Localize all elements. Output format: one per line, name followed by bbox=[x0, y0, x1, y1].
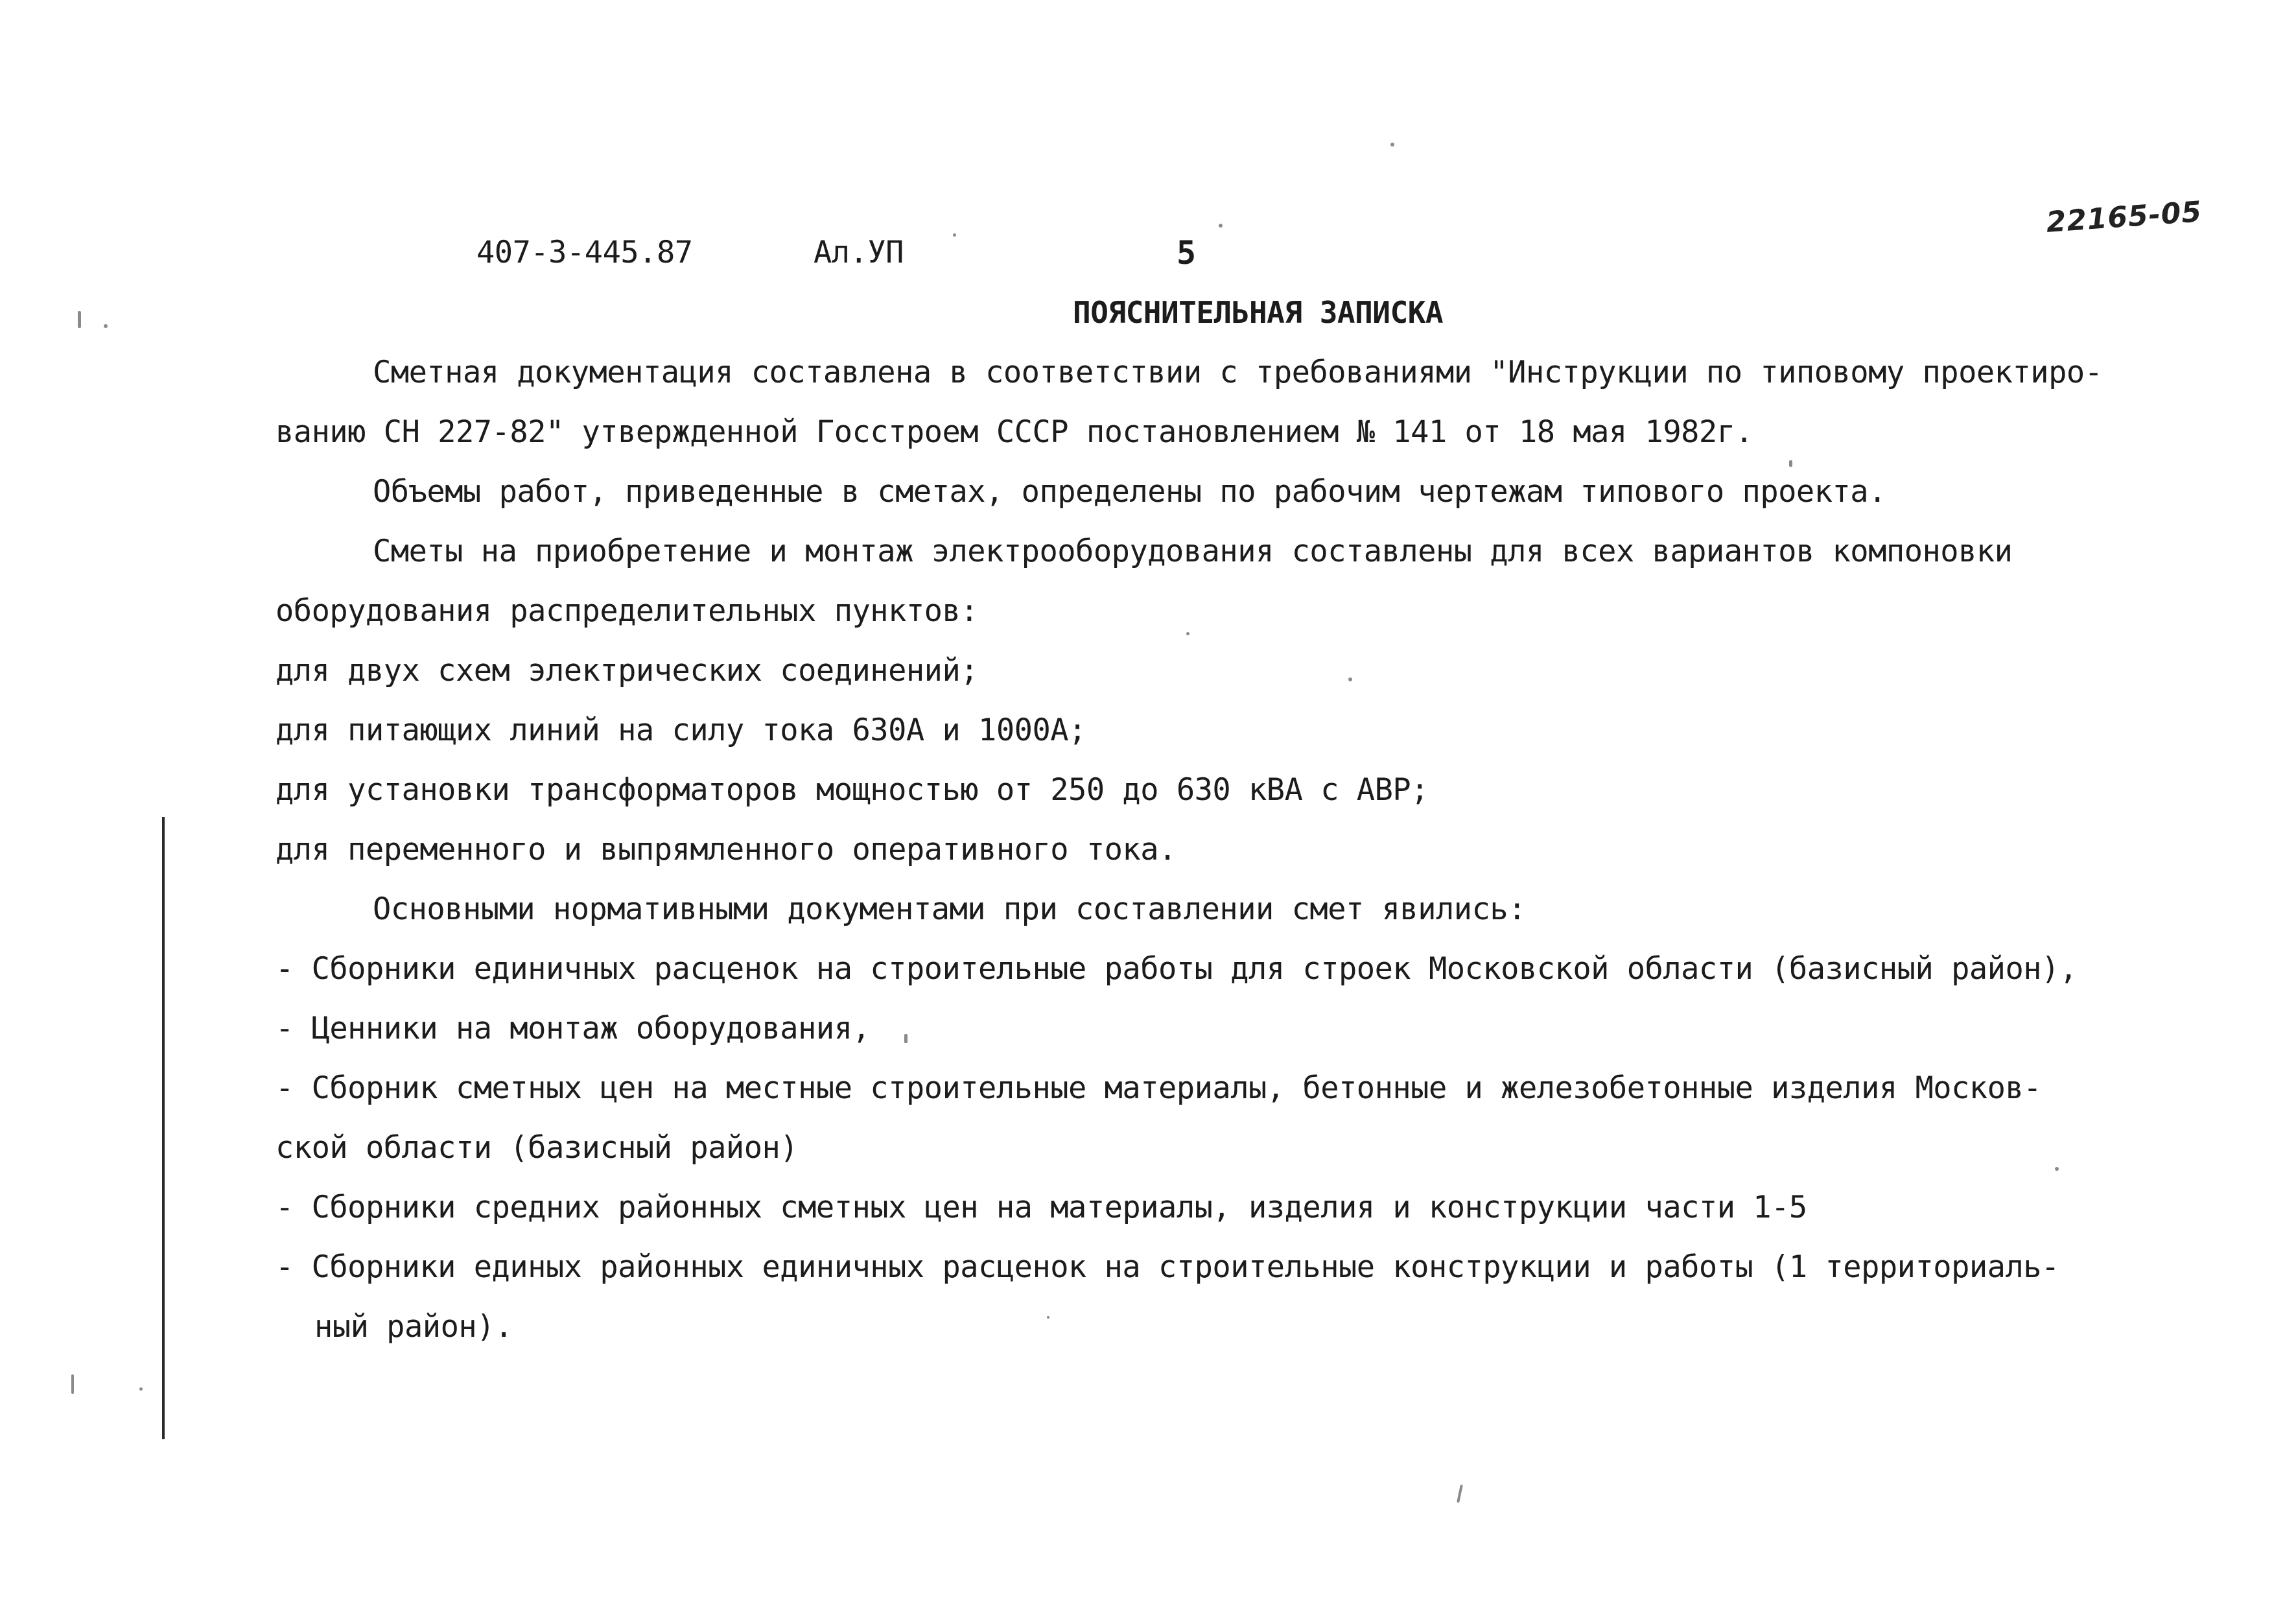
section-title: ПОЯСНИТЕЛЬНАЯ ЗАПИСКА bbox=[1073, 295, 1444, 330]
scan-speck bbox=[1348, 677, 1352, 681]
body-line-16: - Сборники единых районных единичных расценок на строительные конструкции и работы (1 территориаль- bbox=[275, 1249, 2059, 1285]
scan-speck bbox=[953, 233, 956, 237]
body-line-8: для установки трансформаторов мощностью от 250 до 630 кВА с АВР; bbox=[275, 772, 1429, 808]
scan-speck bbox=[1789, 460, 1792, 467]
body-line-5: оборудования распределительных пунктов: bbox=[275, 593, 979, 629]
scan-speck bbox=[1457, 1485, 1463, 1503]
body-line-17: ный район). bbox=[314, 1309, 513, 1345]
archive-number-handwritten: 22165-05 bbox=[2045, 195, 2203, 239]
scan-speck bbox=[904, 1034, 908, 1043]
body-line-4: Сметы на приобретение и монтаж электрооборудования составлены для всех вариантов компоновки bbox=[373, 534, 2013, 569]
scan-speck bbox=[1219, 224, 1223, 228]
body-line-9: для переменного и выпрямленного оперативного тока. bbox=[275, 832, 1177, 867]
body-line-3: Объемы работ, приведенные в сметах, определены по рабочим чертежам типового проекта. bbox=[373, 474, 1886, 510]
scan-speck bbox=[71, 1374, 74, 1394]
body-line-12: - Ценники на монтаж оборудования, bbox=[275, 1011, 871, 1046]
scan-speck bbox=[104, 324, 108, 328]
scan-speck bbox=[139, 1387, 143, 1391]
scan-speck bbox=[1186, 632, 1189, 635]
body-line-2: ванию СН 227-82" утвержденной Госстроем СССР постановлением № 141 от 18 мая 1982г. bbox=[275, 414, 1753, 450]
body-line-13: - Сборник сметных цен на местные строительные материалы, бетонные и железобетонные изделия Москов- bbox=[275, 1070, 2042, 1106]
album-label: Ал.УП bbox=[814, 235, 904, 270]
body-line-10: Основными нормативными документами при составлении смет явились: bbox=[373, 891, 1526, 927]
scan-speck bbox=[1047, 1316, 1049, 1319]
body-line-11: - Сборники единичных расценок на строительные работы для строек Московской области (базисный район), bbox=[275, 951, 2078, 987]
body-line-15: - Сборники средних районных сметных цен на материалы, изделия и конструкции части 1-5 bbox=[275, 1190, 1807, 1225]
document-code: 407-3-445.87 bbox=[476, 235, 693, 270]
body-line-1: Сметная документация составлена в соответствии с требованиями "Инструкции по типовому проектиро- bbox=[373, 355, 2103, 390]
body-line-14: ской области (базисный район) bbox=[275, 1130, 799, 1166]
margin-rule bbox=[162, 817, 165, 1439]
scan-speck bbox=[1390, 143, 1394, 147]
scan-speck bbox=[2055, 1167, 2059, 1171]
page-number: 5 bbox=[1177, 234, 1196, 272]
scan-speck bbox=[78, 311, 81, 328]
body-line-7: для питающих линий на силу тока 630А и 1000А; bbox=[275, 712, 1086, 748]
body-line-6: для двух схем электрических соединений; bbox=[275, 653, 979, 688]
